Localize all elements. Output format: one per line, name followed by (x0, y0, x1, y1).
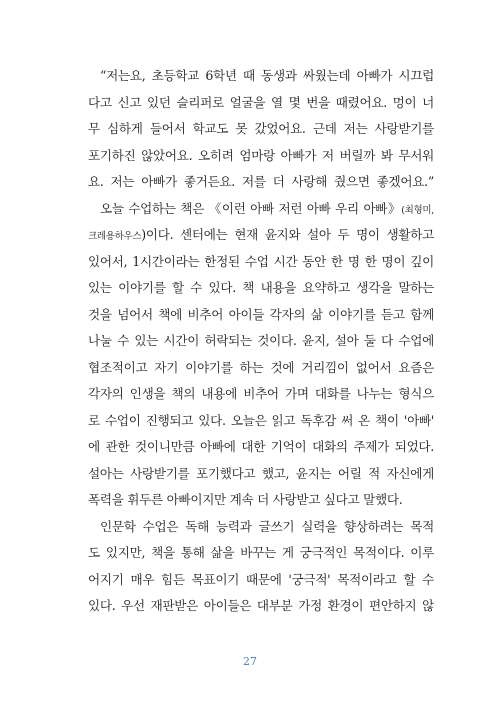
text-line: 폭력을 휘두른 아빠이지만 계속 더 사랑받고 싶다고 말했다. (88, 492, 403, 507)
text-line (88, 222, 434, 249)
text-segment: 오늘 수업하는 책은 《이런 아빠 저런 아빠 우리 아빠》 (100, 200, 402, 216)
text-line: 도 있지만, 책을 통해 삶을 바꾸는 게 궁극적인 목적이다. 이루 (88, 545, 434, 560)
text-line: 어지기 매우 힘든 목표이기 때문에 '궁극적' 목적이라고 할 수 (88, 571, 434, 587)
text-line: 에 관한 것이니만큼 아빠에 대한 기억이 대화의 주제가 되었다. (88, 439, 434, 454)
text-line: 로 수업이 진행되고 있다. 오늘은 읽고 독후감 써 온 책이 '아빠' (88, 412, 434, 428)
text-line: 포기하진 않았어요. 오히려 엄마랑 아빠가 저 버릴까 봐 무서워 (88, 147, 434, 163)
text-line: 설아는 사랑받기를 포기했다고 했고, 윤지는 어릴 적 자신에게 (88, 465, 434, 481)
text-line: “저는요, 초등학교 6학년 때 동생과 싸웠는데 아빠가 시끄럽 (100, 68, 434, 83)
text-line: 다고 신고 있던 슬리퍼로 얼굴을 열 몇 번을 때렸어요. 멍이 너 (88, 94, 434, 110)
text-line: 있어서, 1시간이라는 한정된 수업 시간 동안 한 명 한 명이 깊이 (88, 253, 434, 269)
body-text (88, 63, 434, 620)
text-line: 나눌 수 있는 시간이 허락되는 것이다. 윤지, 설아 둘 다 수업에 (88, 333, 434, 348)
citation-publisher: 크레용하우스 (88, 231, 142, 242)
text-line: 무 심하게 들어서 학교도 못 갔었어요. 근데 저는 사랑받기를 (88, 121, 434, 136)
text-line: 있다. 우선 재판받은 아이들은 대부분 가정 환경이 편안하지 않 (88, 598, 434, 613)
text-line: 요. 저는 아빠가 좋거든요. 저를 더 사랑해 줬으면 좋겠어요.” (88, 174, 434, 189)
text-line: 있는 이야기를 할 수 있다. 책 내용을 요약하고 생각을 말하는 (88, 280, 434, 295)
page-number: 27 (243, 655, 257, 668)
text-line: 협조적이고 자기 이야기를 하는 것에 거리낌이 없어서 요즘은 (88, 359, 434, 375)
text-segment: )이다. 센터에는 현재 윤지와 설아 두 명이 생활하고 (141, 227, 434, 242)
text-line: 것을 넘어서 책에 비추어 아이들 각자의 삶 이야기를 듣고 함께 (88, 306, 434, 322)
text-line (88, 196, 434, 223)
text-line: 인문학 수업은 독해 능력과 글쓰기 실력을 향상하려는 목적 (100, 518, 434, 534)
text-line: 각자의 인생을 책의 내용에 비추어 가며 대화를 나누는 형식으 (88, 386, 434, 401)
citation-author: (최형미, (401, 204, 434, 216)
